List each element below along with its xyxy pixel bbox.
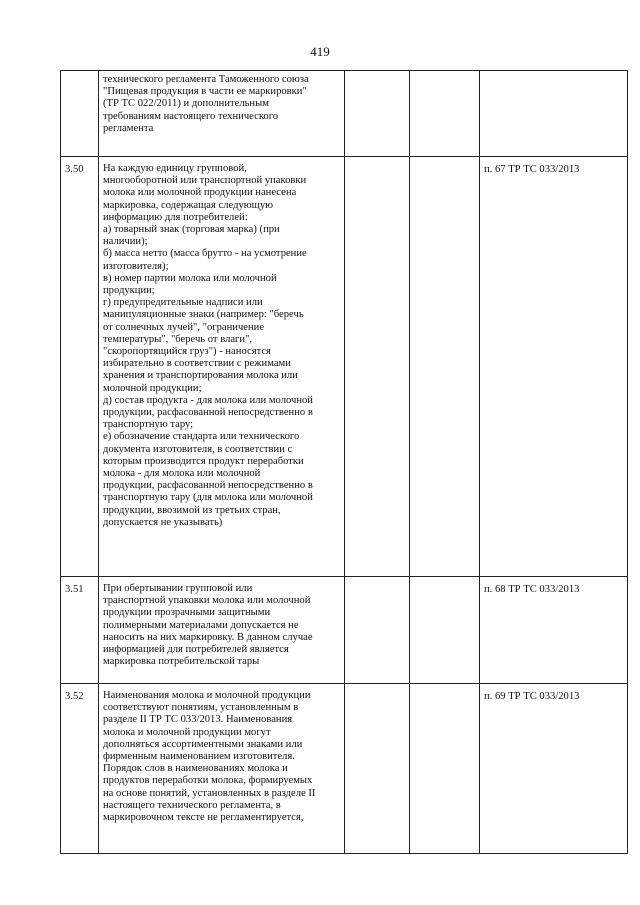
empty-cell xyxy=(410,684,480,854)
requirement-line: продукции, ввозимой из третьих стран, xyxy=(103,504,281,516)
requirement-line: а) товарный знак (торговая марка) (при xyxy=(103,224,280,236)
empty-cell xyxy=(345,684,410,854)
requirement-line: молочной продукции; xyxy=(103,382,202,394)
requirement-line: информацию для потребителей: xyxy=(103,211,248,223)
requirement-line: наличии); xyxy=(103,236,148,248)
requirement-line: регламента xyxy=(103,122,154,134)
requirement-line: е) обозначение стандарта или технического xyxy=(103,431,300,443)
requirement-line: Наименования молока и молочной продукции xyxy=(103,690,311,701)
requirement-line: продуктов переработки молока, формируемых xyxy=(103,775,313,787)
requirement-line: избирательно в соответствии с режимами xyxy=(103,358,291,370)
requirement-line: транспортную тару (для молока или молочной xyxy=(103,492,313,504)
row-number: 3.51 xyxy=(61,577,99,684)
requirement-line: продукции; xyxy=(103,285,155,297)
requirement-line: На каждую единицу групповой, xyxy=(103,163,247,174)
requirements-table xyxy=(60,70,628,854)
requirement-line: от солнечных лучей", "ограничение xyxy=(103,321,265,333)
requirement-line: "Пищевая продукция в части ее маркировки" xyxy=(103,86,307,98)
requirement-line: молока и молочной продукции могут xyxy=(103,726,271,738)
row-number xyxy=(61,71,99,157)
requirement-line: наносить на них маркировку. В данном случае xyxy=(103,631,313,643)
requirement-text xyxy=(99,157,345,577)
requirement-line: б) масса нетто (масса брутто - на усмотрение xyxy=(103,248,307,260)
requirement-line: в) номер партии молока или молочной xyxy=(103,272,277,284)
requirement-line: соответствуют понятиям, установленным в xyxy=(103,702,299,714)
requirement-line: манипуляционные знаки (например: "беречь xyxy=(103,309,304,321)
requirement-line: требованиям настоящего технического xyxy=(103,110,279,122)
requirement-line: (ТР ТС 022/2011) и дополнительным xyxy=(103,98,269,110)
requirement-line: "скоропортящийся груз") - наносятся xyxy=(103,346,271,358)
requirement-line: документа изготовителя, в соответствии с xyxy=(103,443,293,455)
requirement-line: молока - для молока или молочной xyxy=(103,468,261,480)
row-number: 3.52 xyxy=(61,684,99,854)
empty-cell xyxy=(345,577,410,684)
reference-clause: п. 68 ТР ТС 033/2013 xyxy=(480,577,628,684)
table-row xyxy=(61,577,628,684)
table-row xyxy=(61,71,628,157)
requirement-text xyxy=(99,684,345,854)
row-number: 3.50 xyxy=(61,157,99,577)
requirement-line: д) состав продукта - для молока или молочной xyxy=(103,394,313,406)
requirement-line: температуры", "беречь от влаги", xyxy=(103,333,253,345)
requirement-line: хранения и транспортирования молока или xyxy=(103,370,298,382)
requirement-line: продукции, расфасованной непосредственно в xyxy=(103,407,313,419)
requirement-line: маркировка потребительской тары xyxy=(103,656,260,668)
table-row xyxy=(61,157,628,577)
requirement-line: продукции прозрачными защитными xyxy=(103,607,271,619)
requirement-line: При обертывании групповой или xyxy=(103,583,253,594)
reference-clause: п. 69 ТР ТС 033/2013 xyxy=(480,684,628,854)
requirement-line: маркировочном тексте не регламентируется, xyxy=(103,812,304,824)
requirement-line: которым производится продукт переработки xyxy=(103,455,304,467)
requirement-line: технического регламента Таможенного союза xyxy=(103,74,309,85)
requirement-line: транспортную тару; xyxy=(103,419,194,431)
requirement-text xyxy=(99,71,345,157)
requirement-line: многооборотной или транспортной упаковки xyxy=(103,175,307,187)
requirement-line: фирменным наименованием изготовителя. xyxy=(103,751,295,763)
requirement-line: продукции, расфасованной непосредственно в xyxy=(103,480,313,492)
empty-cell xyxy=(410,71,480,157)
requirement-line: разделе II ТР ТС 033/2013. Наименования xyxy=(103,714,293,726)
requirement-line: полимерными материалами допускается не xyxy=(103,619,299,631)
requirement-line: маркировка, содержащая следующую xyxy=(103,199,274,211)
requirement-line: изготовителя); xyxy=(103,260,169,272)
table-row xyxy=(61,684,628,854)
empty-cell xyxy=(345,71,410,157)
page-number: 419 xyxy=(310,44,330,59)
empty-cell xyxy=(345,157,410,577)
requirement-line: настоящего технического регламента, в xyxy=(103,799,281,811)
reference-clause xyxy=(480,71,628,157)
requirement-text xyxy=(99,577,345,684)
reference-clause: п. 67 ТР ТС 033/2013 xyxy=(480,157,628,577)
requirement-line: молока или молочной продукции нанесена xyxy=(103,187,297,199)
requirement-line: допускается не указывать) xyxy=(103,516,223,528)
requirement-line: транспортной упаковки молока или молочной xyxy=(103,595,311,607)
requirement-line: информацией для потребителей является xyxy=(103,644,289,656)
empty-cell xyxy=(410,577,480,684)
requirement-line: дополняться ассортиментными знаками или xyxy=(103,738,303,750)
requirement-line: Порядок слов в наименованиях молока и xyxy=(103,763,288,775)
requirement-line: г) предупредительные надписи или xyxy=(103,297,263,309)
requirement-line: на основе понятий, установленных в разделе II xyxy=(103,787,316,799)
empty-cell xyxy=(410,157,480,577)
